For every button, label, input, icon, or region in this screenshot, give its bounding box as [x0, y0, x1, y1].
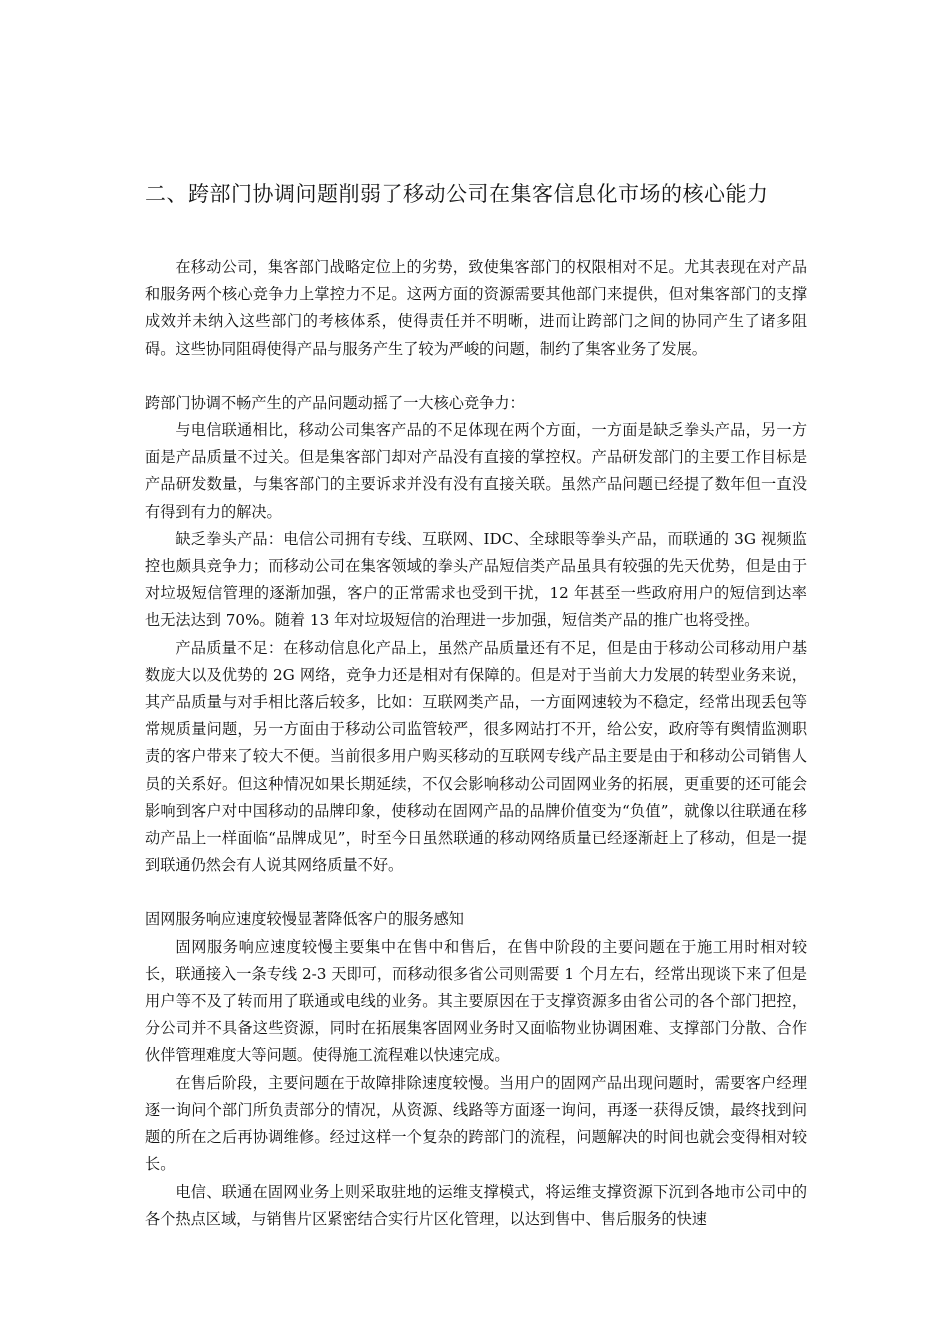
service-paragraph-after-sale: 在售后阶段，主要问题在于故障排除速度较慢。当用户的固网产品出现问题时，需要客户经理逐一询问个部门所负责部分的情况，从资源、线路等方面逐一询问，再逐一获得反馈，最终找到问题的所在之后再协调维修。经过这样一个复杂的跨部门的流程，问题解决的时间也就会变得相对较长。: [145, 1073, 807, 1174]
section-heading-service: 固网服务响应速度较慢显著降低客户的服务感知: [145, 910, 464, 929]
section-heading-product: 跨部门协调不畅产生的产品问题动摇了一大核心竞争力：: [145, 393, 525, 412]
document-body: [145, 254, 807, 1233]
document-title: 二、跨部门协调问题削弱了移动公司在集客信息化市场的核心能力: [145, 182, 769, 206]
product-paragraph-quality: 产品质量不足：在移动信息化产品上，虽然产品质量还有不足，但是由于移动公司移动用户基数庞大以及优势的 2G 网络，竞争力还是相对有保障的。但是对于当前大力发展的转型业务来说，其产品质量与对手相比落后较多，比如：互联网类产品，一方面网速较为不稳定，经常出现丢包等常规质量问题，另一方面由于移动公司监管较严，很多网站打不开，给公安，政府等有舆情监测职责的客户带来了较大不便。当前很多用户购买移动的互联网专线产品主要是由于和移动公司销售人员的关系好。但这种情况如果长期延续，不仅会影响移动公司固网业务的拓展，更重要的还可能会影响到客户对中国移动的品牌印象，使移动在固网产品的品牌价值变为“负值”，就像以往联通在移动产品上一样面临“品牌成见”，时至今日虽然联通的移动网络质量已经逐渐赶上了移动，但是一提到联通仍然会有人说其网络质量不好。: [145, 638, 807, 875]
product-paragraph-overview: 与电信联通相比，移动公司集客产品的不足体现在两个方面，一方面是缺乏拳头产品，另一方面是产品质量不过关。但是集客部门却对产品没有直接的掌控权。产品研发部门的主要工作目标是产品研发数量，与集客部门的主要诉求并没有没有直接关联。虽然产品问题已经提了数年但一直没有得到有力的解决。: [145, 421, 807, 521]
service-paragraph-in-sale: 固网服务响应速度较慢主要集中在售中和售后，在售中阶段的主要问题在于施工用时相对较长，联通接入一条专线 2-3 天即可，而移动很多省公司则需要 1 个月左右，经常出现谈下来了但是用户等不及了转而用了联通或电线的业务。其主要原因在于支撑资源多由省公司的各个部门把控，分公司并不具备这些资源，同时在拓展集客固网业务时又面临物业协调困难、支撑部门分散、合作伙伴管理难度大等问题。使得施工流程难以快速完成。: [145, 937, 807, 1065]
paragraph-gap: [145, 879, 807, 906]
paragraph-gap: [145, 363, 807, 390]
product-paragraph-lack-flagship: 缺乏拳头产品：电信公司拥有专线、互联网、IDC、全球眼等拳头产品，而联通的 3G 视频监控也颇具竞争力；而移动公司在集客领域的拳头产品短信类产品虽具有较强的先天优势，但是由于对垃圾短信管理的逐渐加强，客户的正常需求也受到干扰，12 年甚至一些政府用户的短信到达率也无法达到 70%。随着 13 年对垃圾短信的治理进一步加强，短信类产品的推广也将受挫。: [145, 529, 807, 630]
service-paragraph-competitors: 电信、联通在固网业务上则采取驻地的运维支撑模式，将运维支撑资源下沉到各地市公司中的各个热点区域，与销售片区紧密结合实行片区化管理，以达到售中、售后服务的快速: [145, 1182, 807, 1228]
intro-paragraph: 在移动公司，集客部门战略定位上的劣势，致使集客部门的权限相对不足。尤其表现在对产品和服务两个核心竞争力上掌控力不足。这两方面的资源需要其他部门来提供，但对集客部门的支撑成效并未纳入这些部门的考核体系，使得责任并不明晰，进而让跨部门之间的协同产生了诸多阻碍。这些协同阻碍使得产品与服务产生了较为严峻的问题，制约了集客业务了发展。: [145, 258, 807, 358]
